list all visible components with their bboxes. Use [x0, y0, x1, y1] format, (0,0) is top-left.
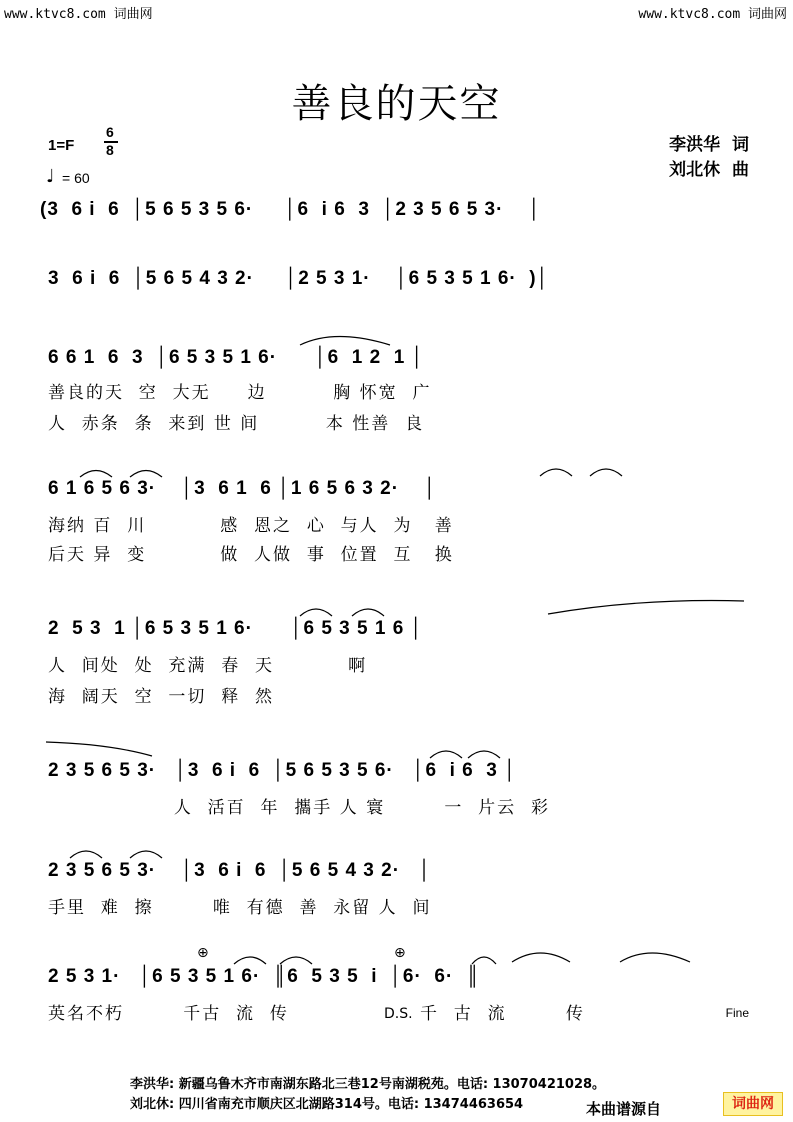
- lyric-row-5-verse-1: 人 间处 处 充满 春 天 啊: [48, 656, 368, 676]
- slur: [548, 601, 744, 614]
- site-logo: 词曲网: [723, 1092, 783, 1116]
- fine-marking: Fine: [725, 1006, 749, 1020]
- lyric-row-8-continued: 千 古 流 传: [420, 1004, 585, 1024]
- slur: [70, 851, 102, 858]
- slur: [130, 471, 162, 478]
- score-row-8: 2 5 3 1· │6 5 3 5 1 6· ║6 5 3 5 i │6· 6· ║: [48, 966, 481, 987]
- lyricist-credit: 李洪华 词: [669, 135, 749, 155]
- slur: [80, 471, 112, 478]
- slur: [234, 957, 266, 964]
- score-row-2: 3 6 i 6 │5 6 5 4 3 2· │2 5 3 1· │6 5 3 5 1 6· )│: [48, 268, 550, 289]
- lyric-row-4-verse-2: 后天 异 变 做 人做 事 位置 互 换: [48, 545, 454, 565]
- lyric-row-4-verse-1: 海纳 百 川 感 恩之 心 与人 为 善: [48, 516, 454, 536]
- slur: [472, 957, 496, 964]
- slur: [620, 953, 690, 962]
- slur: [352, 609, 384, 616]
- lyric-row-5-verse-2: 海 阔天 空 一切 释 然: [48, 687, 275, 707]
- score-row-5: 2 5 3 1 │6 5 3 5 1 6· │6 5 3 5 1 6 │: [48, 618, 424, 639]
- score-row-3: 6 6 1 6 3 │6 5 3 5 1 6· │6 1 2 1 │: [48, 347, 425, 368]
- slur: [430, 751, 462, 758]
- quarter-note-icon: ♩: [46, 166, 55, 187]
- watermark-right: www.ktvc8.com 词曲网: [638, 7, 787, 22]
- song-title: 善良的天空: [291, 81, 502, 127]
- lyric-row-8: 英名不朽 千古 流 传: [48, 1004, 312, 1024]
- dal-segno-marking: D.S.: [384, 1006, 413, 1022]
- time-signature-top: 6: [106, 124, 114, 140]
- slur: [540, 469, 572, 476]
- slur: [300, 609, 332, 616]
- slur: [468, 751, 500, 758]
- lyric-row-6: 人 活百 年 攜手 人 寰 一 片云 彩: [48, 798, 550, 818]
- composer-credit: 刘北休 曲: [669, 160, 749, 180]
- time-signature-bottom: 8: [106, 142, 114, 158]
- score-row-6: 2 3 5 6 5 3· │3 6 i 6 │5 6 5 3 5 6· │6 i 6 3 │: [48, 760, 518, 781]
- slur: [280, 957, 312, 964]
- slur: [300, 337, 390, 346]
- score-row-1: (3 6 i 6 │5 6 5 3 5 6· │6 i 6 3 │2 3 5 6 5 3· │: [40, 199, 542, 220]
- segno-icon: ⊕: [197, 945, 209, 961]
- watermark-left: www.ktvc8.com 词曲网: [4, 7, 153, 22]
- slur: [590, 469, 622, 476]
- key-signature: 1=F: [48, 137, 75, 154]
- source-note: 本曲谱源自: [586, 1100, 662, 1118]
- lyric-row-7: 手里 难 擦 唯 有德 善 永留 人 间: [48, 898, 432, 918]
- slur: [46, 742, 152, 756]
- lyricist-address: 李洪华: 新疆乌鲁木齐市南湖东路北三巷12号南湖税苑。电话: 13070421028。: [130, 1077, 606, 1092]
- tempo-marking: = 60: [62, 170, 90, 186]
- score-row-4: 6 1 6 5 6 3· │3 6 1 6 │1 6 5 6 3 2· │: [48, 478, 438, 499]
- composer-address: 刘北休: 四川省南充市顺庆区北湖路314号。电话: 13474463654: [130, 1097, 524, 1112]
- score-row-7: 2 3 5 6 5 3· │3 6 i 6 │5 6 5 4 3 2· │: [48, 860, 432, 881]
- segno-icon: ⊕: [394, 945, 406, 961]
- lyric-row-3-verse-1: 善良的天 空 大无 边 胸 怀宽 广: [48, 383, 432, 403]
- slur: [130, 851, 162, 858]
- lyric-row-3-verse-2: 人 赤条 条 来到 世 间 本 性善 良: [48, 414, 425, 434]
- slur: [512, 953, 570, 962]
